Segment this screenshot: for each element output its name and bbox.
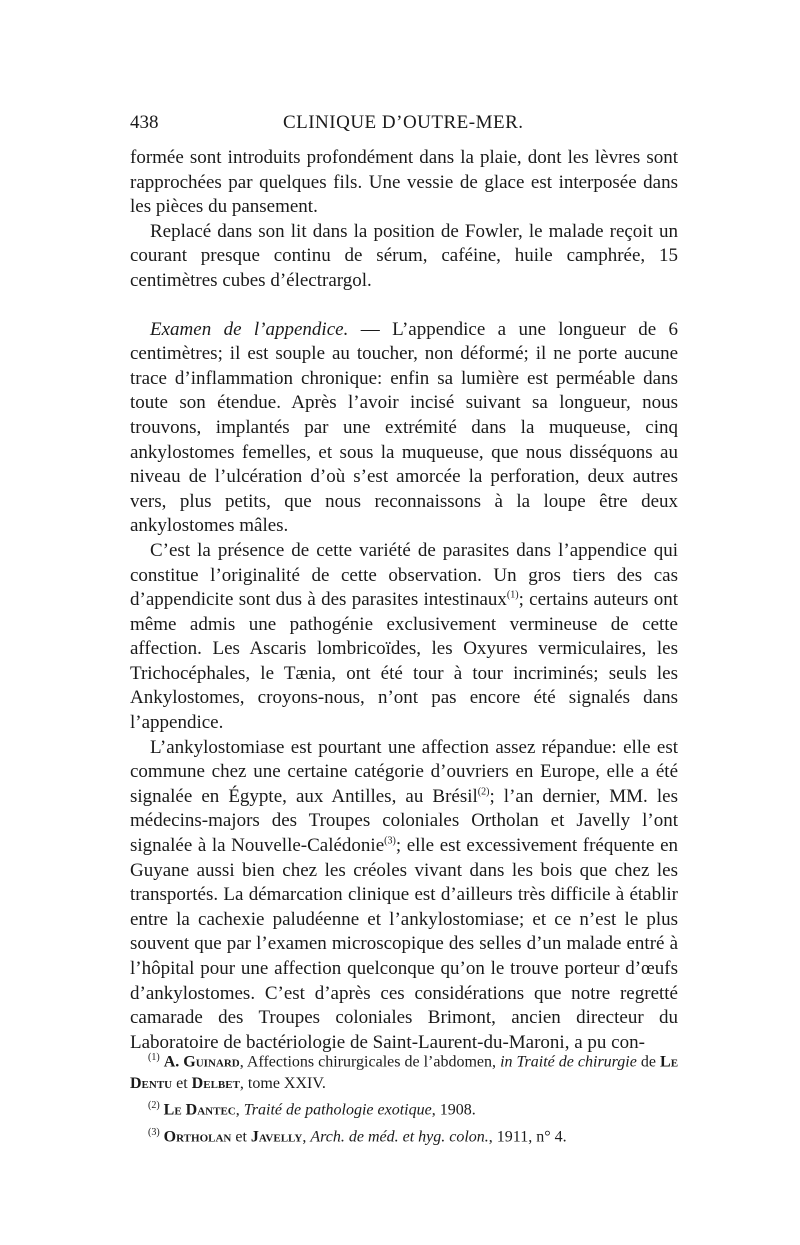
footnote-3-text-c: , 1911, n° 4. (488, 1127, 567, 1145)
footnote-2-text-b: , 1908. (431, 1101, 476, 1119)
footnote-3-mark: (3) (148, 1126, 160, 1138)
paragraph-5-text-b: ; l’an dernier, MM. les médecins-majors des Troupes coloniales Ortholan et Javelly l’ont signalée à la Nouvelle-Calédonie (130, 785, 678, 857)
footnotes (130, 1047, 678, 1148)
footnote-3-author-1: Ortholan (163, 1127, 232, 1145)
footnote-1-editor-2: Delbet (191, 1075, 240, 1093)
paragraph-4 (130, 539, 678, 736)
footnote-1 (130, 1047, 678, 1095)
footnote-3-author-2: Javelly (250, 1127, 303, 1145)
paragraph-1: formée sont introduits profondément dans la plaie, dont les lèvres sont rapprochées par quelques fils. Une vessie de glace est interposée dans les pièces du pansement. (130, 147, 678, 218)
footnote-2-text: , (235, 1101, 244, 1119)
page-number: 438 (130, 112, 159, 133)
paragraph-5-text-c: ; elle est excessivement fréquente en Guyane aussi bien chez les créoles vivant dans les bois que chez les transportés. La démarcation clinique est d’ailleurs très difficile à établir entre la cachexie paludéenne et l’ankylostomiase; et ce n’est le plus souvent que par l’examen microscopique des selles d’un malade entré à l’hôpital pour une affection quelconque qu’on le trouve porteur d’œufs d’ankylostomes. C’est d’après ces considérations que notre regretté camarade des Troupes coloniales Brimont, ancien directeur du Laboratoire de bactériologie de Saint-Laurent-du-Maroni, a pu con- (130, 835, 679, 1053)
paragraph-4-text-a: C’est la présence de cette variété de parasites dans l’appendice qui constitue l’originalité de cette observation. Un gros tiers des cas d’appendicite sont dus à des parasites intestinaux (130, 539, 678, 611)
section-gap (130, 294, 678, 318)
footnote-1-text-d: , tome XXIV. (239, 1075, 326, 1093)
section-heading: Examen de l’appendice. (150, 318, 349, 340)
paragraph-2: Replacé dans son lit dans la position de Fowler, le malade reçoit un courant presque continu de sérum, caféine, huile camphrée, 15 centimètres cubes d’électrargol. (130, 220, 678, 291)
footnote-ref-2: (2) (477, 786, 490, 798)
footnote-1-text-c: et (172, 1075, 192, 1093)
footnote-1-author: A. Guinard (163, 1053, 240, 1071)
book-page (130, 112, 678, 1055)
footnote-1-text-b: de (636, 1053, 661, 1071)
footnote-2-work: Traité de pathologie exotique (243, 1101, 432, 1119)
paragraph-4-text-b: ; certains auteurs ont même admis une pathogénie exclusivement vermineuse de cette affection. Les Ascaris lombricoïdes, les Oxyures vermiculaires, les Trichocéphales, le Tænia, ont été tour à tour incriminés; seuls les Ankylostomes, croyons-nous, n’ont pas encore été signalés dans l’appendice. (130, 589, 678, 734)
running-title: CLINIQUE D’OUTRE-MER. (282, 112, 524, 133)
footnote-1-text: , Affections chirurgicales de l’abdomen, (239, 1053, 501, 1071)
footnote-3-journal: Arch. de méd. et hyg. colon. (310, 1127, 489, 1145)
paragraph-5 (130, 736, 678, 1056)
paragraph-3-text: — L’appendice a une longueur de 6 centimètres; il est souple au toucher, non déformé; il ne porte aucune trace d’inflammation chronique: enfin sa lumière est perméable dans toute son étendue. Après l’avoir incisé suivant sa longueur, nous trouvons, implantés par une extrémité dans la muqueuse, cinq ankylostomes femelles, et sous la muqueuse, que nous disséquons au niveau de l’ulcération d’où s’est amorcée la perforation, deux autres vers, plus petits, que nous reconnaissons à la loupe être deux ankylostomes mâles. (130, 318, 679, 537)
footnote-1-editor-1: Le Dentu (130, 1053, 679, 1093)
body-text (130, 146, 678, 1055)
footnote-1-mark: (1) (148, 1052, 160, 1063)
footnote-2-author: Le Dantec (163, 1101, 236, 1119)
footnote-3 (130, 1122, 678, 1148)
footnote-ref-1: (1) (506, 589, 519, 601)
footnote-1-work: in Traité de chirurgie (500, 1053, 637, 1071)
footnote-3-text-b: , (302, 1127, 311, 1145)
paragraph-3 (130, 318, 678, 539)
paragraph-5-text-a: L’ankylostomiase est pourtant une affection assez répandue: elle est commune chez une certaine catégorie d’ouvriers en Europe, elle a été signalée en Égypte, aux Antilles, au Brésil (130, 736, 678, 807)
footnote-3-text: et (231, 1127, 251, 1145)
footnote-2 (130, 1095, 678, 1121)
footnote-ref-3: (3) (384, 835, 396, 847)
footnote-2-mark: (2) (148, 1100, 160, 1112)
running-header (130, 112, 678, 146)
